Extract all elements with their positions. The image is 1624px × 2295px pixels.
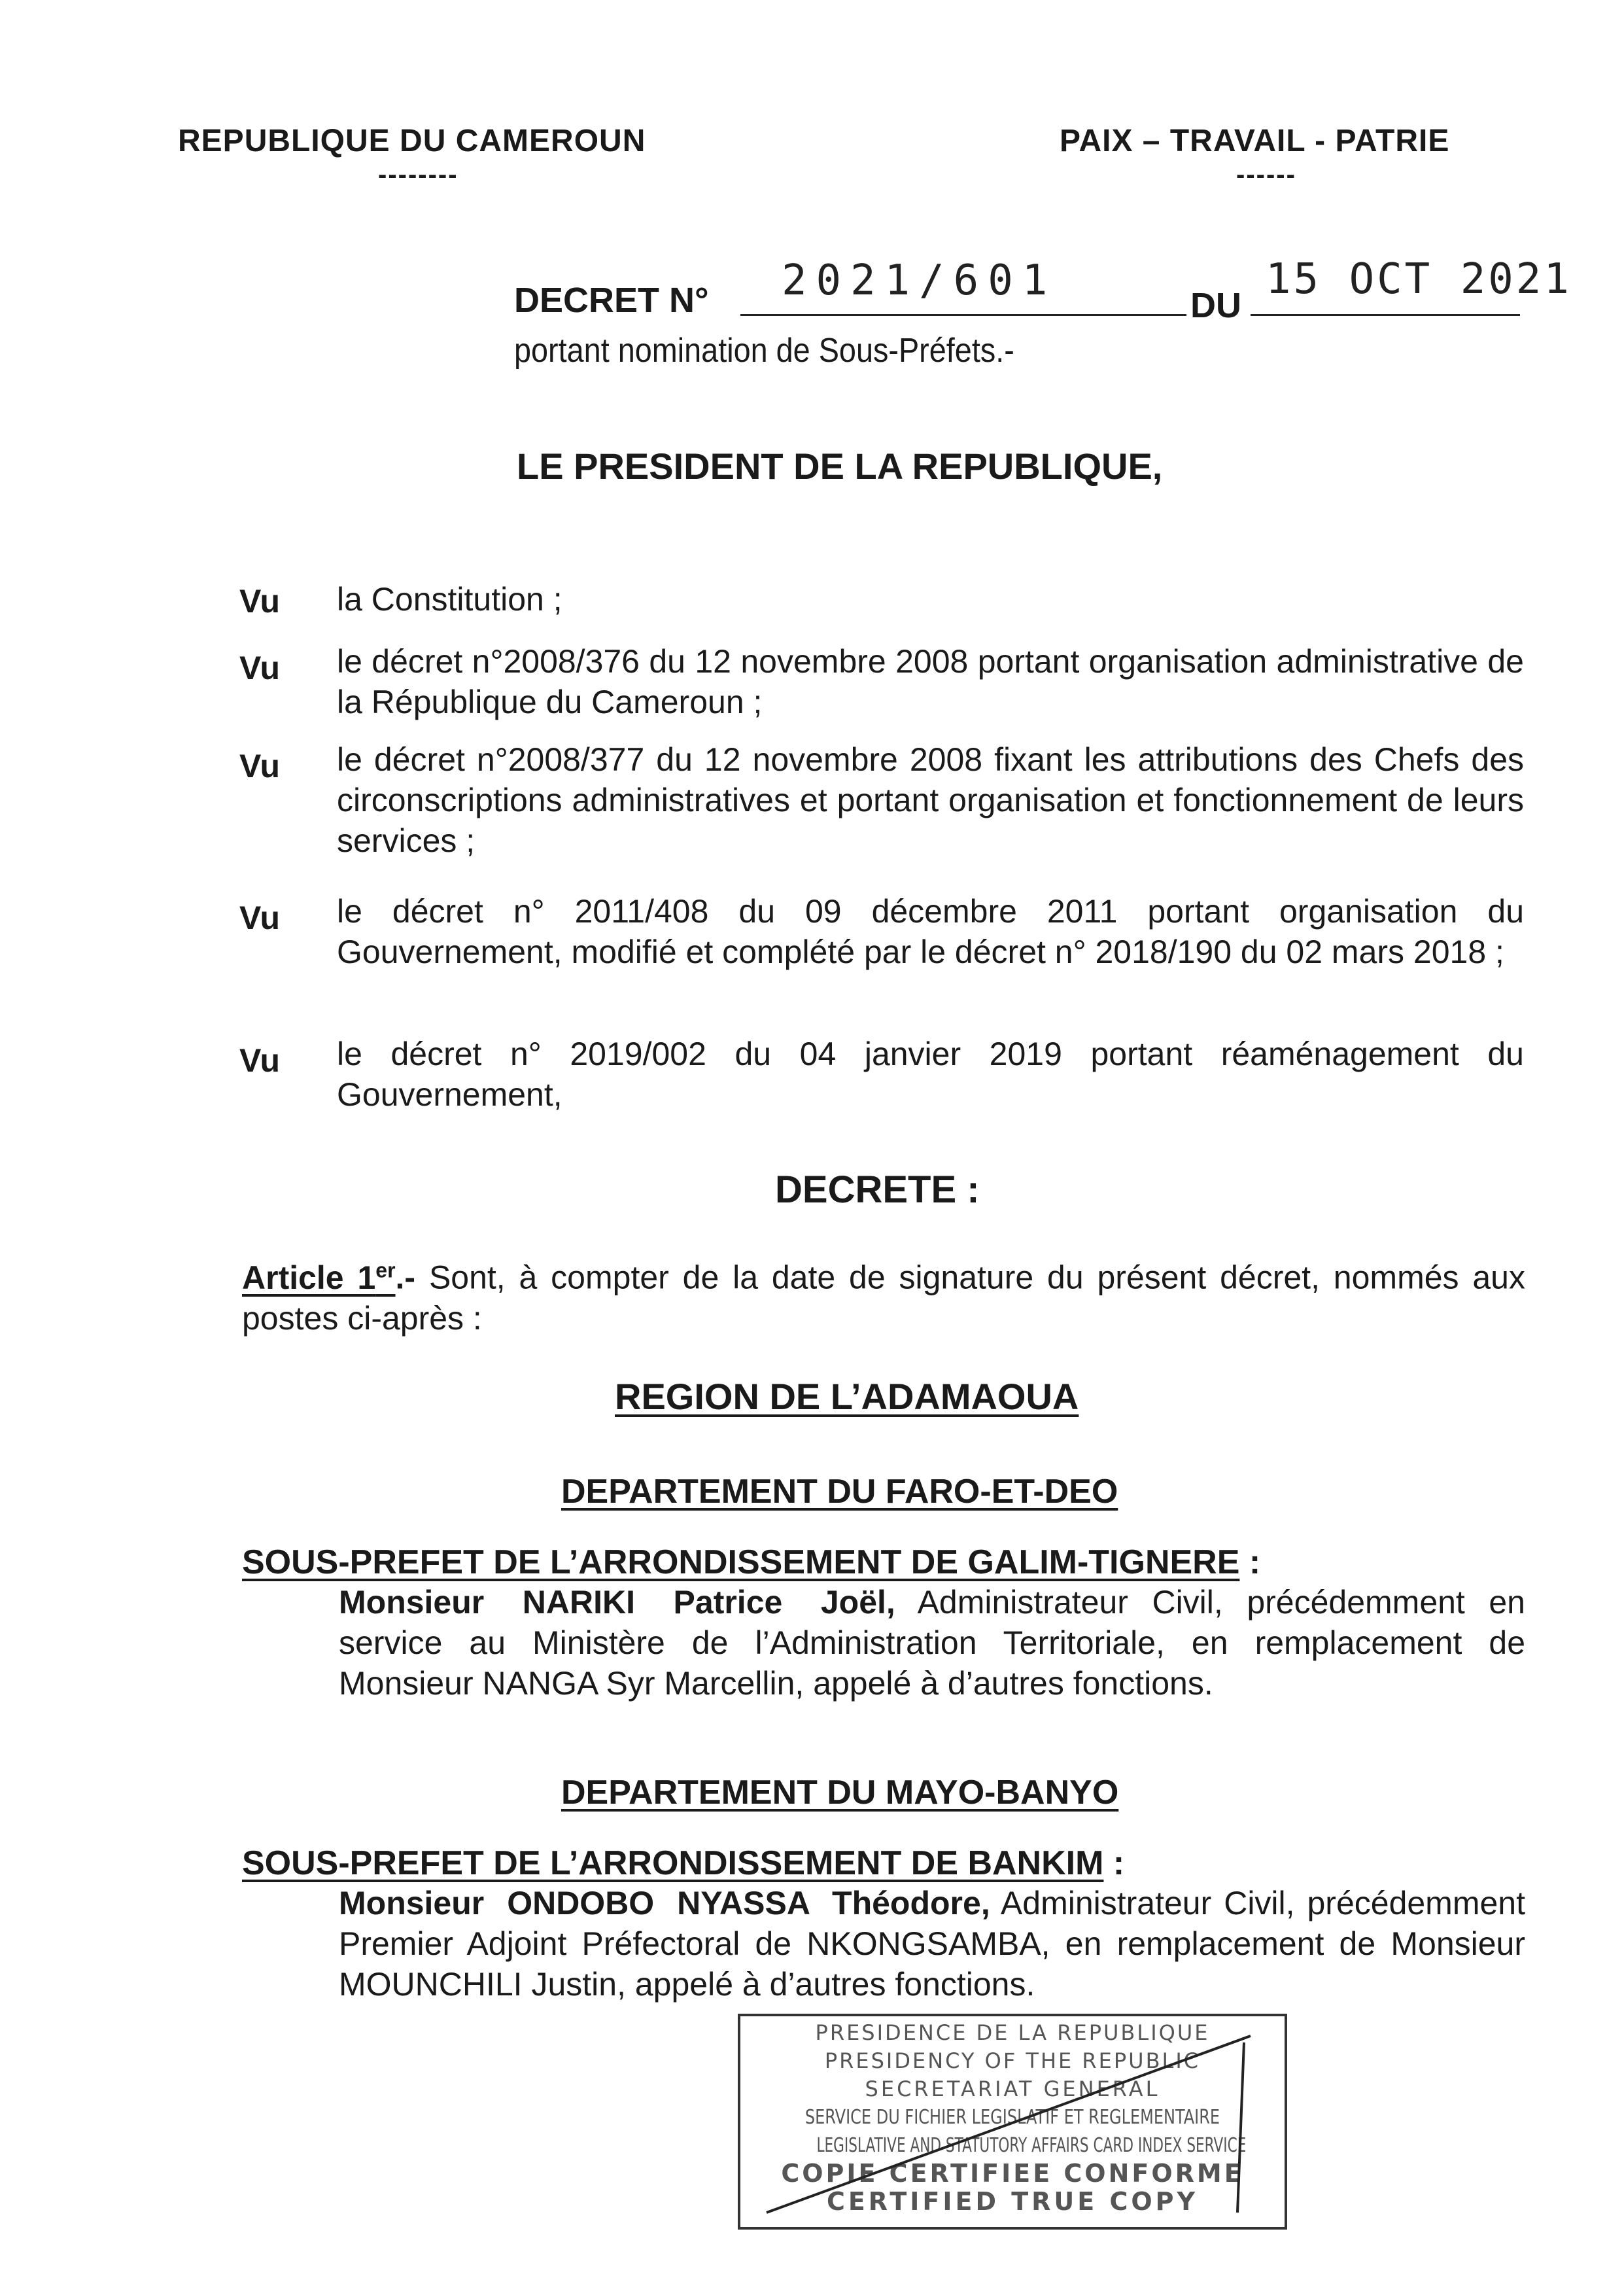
stamp-line: CERTIFIED TRUE COPY <box>826 2187 1199 2216</box>
department-title: DEPARTEMENT DU MAYO-BANYO <box>561 1774 1119 1812</box>
appointee-name: Monsieur ONDOBO NYASSA Théodore, <box>339 1885 990 1921</box>
appointee-description: Administrateur Civil, précédemment en service au Ministère de l’Administration Territoriale, en remplacement de Monsieur NANGA Syr Marcellin, appelé à d’autres fonctions. <box>339 1584 1525 1702</box>
vu-label: Vu <box>239 650 281 686</box>
stamp-line: PRESIDENCY OF THE REPUBLIC <box>824 2048 1201 2073</box>
header-left: REPUBLIQUE DU CAMEROUN <box>178 124 646 158</box>
vu-label: Vu <box>239 748 281 784</box>
decree-du-label: DU <box>1190 286 1241 325</box>
decrete-heading: DECRETE : <box>775 1168 980 1211</box>
stamp-line: COPIE CERTIFIEE CONFORME <box>781 2159 1244 2188</box>
president-title: LE PRESIDENT DE LA REPUBLIQUE, <box>517 446 1163 487</box>
appointment-text <box>339 1582 1525 1704</box>
region-title: REGION DE L’ADAMAOUA <box>615 1376 1079 1417</box>
decree-date: 15 OCT 2021 <box>1266 255 1572 304</box>
decree-number: 2021/601 <box>782 256 1057 305</box>
decree-subject: portant nomination de Sous-Préfets.- <box>514 332 1014 370</box>
vu-label: Vu <box>239 1042 281 1079</box>
vu-text: le décret n°2008/377 du 12 novembre 2008 fixant les attributions des Chefs des circonscriptions administratives et portant organisation et fonctionnement de leurs services ; <box>337 741 1524 859</box>
vu-label: Vu <box>239 900 281 936</box>
appointee-name: Monsieur NARIKI Patrice Joël, <box>339 1584 895 1621</box>
department-title: DEPARTEMENT DU FARO-ET-DEO <box>561 1473 1118 1511</box>
stamp-line: PRESIDENCE DE LA REPUBLIQUE <box>815 2020 1210 2045</box>
signature-mark <box>740 2016 1290 2232</box>
post-title: SOUS-PREFET DE L’ARRONDISSEMENT DE GALIM-TIGNERE : <box>242 1543 1261 1581</box>
stamp-line: LEGISLATIVE AND STATUTORY AFFAIRS CARD INDEX SERVICE <box>816 2134 1247 2157</box>
stamp-line: SERVICE DU FICHIER LEGISLATIF ET REGLEMENTAIRE <box>804 2106 1220 2129</box>
header-left-dashes: -------- <box>378 160 458 189</box>
header-right: PAIX – TRAVAIL - PATRIE <box>1060 124 1450 158</box>
vu-text: le décret n° 2011/408 du 09 décembre 2011 portant organisation du Gouvernement, modifié et complété par le décret n° 2018/190 du 02 mars 2018 ; <box>337 893 1524 970</box>
appointment-text <box>339 1883 1525 2005</box>
post-title: SOUS-PREFET DE L’ARRONDISSEMENT DE BANKIM : <box>242 1844 1125 1882</box>
vu-text: le décret n° 2019/002 du 04 janvier 2019 portant réaménagement du Gouvernement, <box>337 1036 1524 1113</box>
vu-text: la Constitution ; <box>337 581 562 618</box>
article-1: Article 1er.- Sont, à compter de la date de signature du présent décret, nommés aux postes ci-après : <box>242 1258 1525 1337</box>
vu-text: le décret n°2008/376 du 12 novembre 2008 portant organisation administrative de la République du Cameroun ; <box>337 643 1524 720</box>
appointee-description: Administrateur Civil, précédemment Premier Adjoint Préfectoral de NKONGSAMBA, en remplacement de Monsieur MOUNCHILI Justin, appelé à d’autres fonctions. <box>339 1885 1525 2003</box>
stamp-line: SECRETARIAT GENERAL <box>865 2076 1160 2101</box>
decree-number-rule <box>740 314 1186 316</box>
article-1-text: Sont, à compter de la date de signature du présent décret, nommés aux postes ci-après : <box>242 1259 1525 1337</box>
header-right-dashes: ------ <box>1236 160 1296 189</box>
vu-label: Vu <box>239 583 281 620</box>
decree-label: DECRET N° <box>514 281 709 320</box>
article-1-label: Article 1er <box>242 1258 396 1296</box>
decree-date-rule <box>1251 314 1520 316</box>
certification-stamp <box>738 2014 1287 2230</box>
